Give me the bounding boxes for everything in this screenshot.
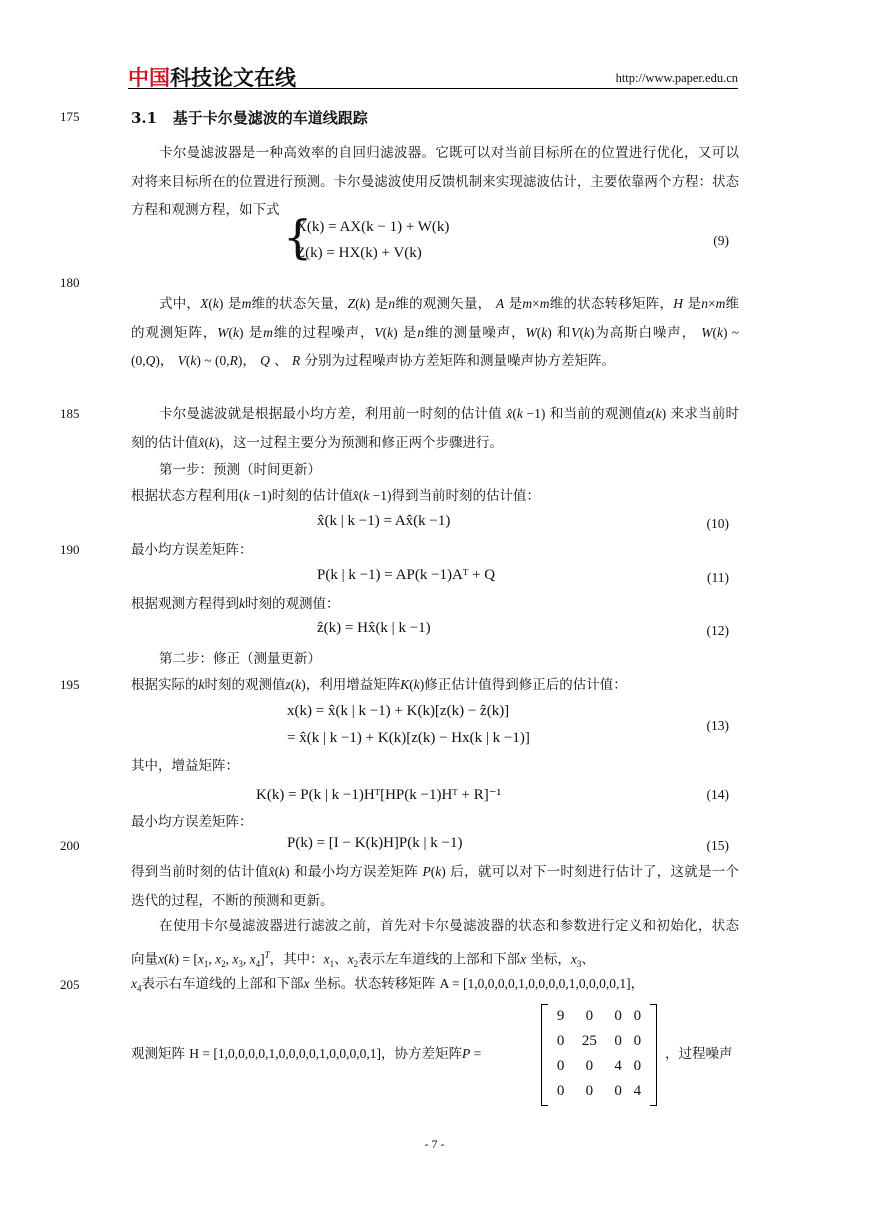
equation-10: x̂(k | k −1) = Ax̂(k −1) [317,513,451,529]
line-number: 185 [60,406,80,421]
equation-14: K(k) = P(k | k −1)Hᵀ[HP(k −1)Hᵀ + R]⁻¹ [256,787,502,803]
paragraph-observation-matrix: 观测矩阵 H = [1,0,0,0,0,1,0,0,0,0,1,0,0,0,0,1]，协方差矩阵P = [131,1046,482,1062]
header-rule [128,88,738,89]
paragraph-intro: 卡尔曼滤波器是一种高效率的自回归滤波器。它既可以对当前目标所在的位置进行优化，又可以对将来目标所在的位置进行预测。卡尔曼滤波使用反馈机制来实现滤波估计，主要依靠两个方程：状态方程和观测方程，如下式 [131,145,739,218]
paragraph-observe: 根据观测方程得到k时刻的观测值： [131,596,340,612]
mse-label: 最小均方误差矩阵： [131,814,253,830]
equation-number: (13) [706,718,729,733]
line-number: 205 [60,977,80,992]
process-noise-label: ，过程噪声 [665,1046,733,1062]
equation-13-line2: = x̂(k | k −1) + K(k)[z(k) − Hx(k | k −1)] [287,730,530,746]
equation-9-line1: X(k) = AX(k − 1) + W(k) [296,219,450,235]
page-number: - 7 - [424,1137,445,1151]
equation-number: (9) [713,233,729,248]
equation-brace: { [283,210,313,264]
equation-number: (10) [706,516,729,531]
equation-9-line2: Z(k) = HX(k) + V(k) [296,245,422,261]
paragraph-predict: 根据状态方程利用(k −1)时刻的估计值x̂(k −1)得到当前时刻的估计值： [131,488,540,504]
section-heading: 3.1 基于卡尔曼滤波的车道线跟踪 [131,109,368,127]
line-number: 180 [60,275,80,290]
line-number: 200 [60,838,80,853]
equation-12: ẑ(k) = Hx̂(k | k −1) [317,620,431,636]
paragraph-kalman: 卡尔曼滤波就是根据最小均方差，利用前一时刻的估计值 x̂(k −1) 和当前的观测值z(k) 来求当前时刻的估计值x̂(k)，这一过程主要分为预测和修正两个步骤进行。 [131,406,740,451]
paragraph-transition: $x_4$表示右车道线的上部和下部x 坐标。状态转移矩阵 A = [1,0,0,0,0,1,0,0,0,0,1,0,0,0,0,1]， [131,976,645,994]
equation-number: (14) [706,787,729,802]
header-url: http://www.paper.edu.cn [615,71,738,85]
step-one-heading: 第一步：预测（时间更新） [159,462,321,478]
line-number: 195 [60,677,80,692]
covariance-matrix-P: 9 0 0 0 0 25 0 0 0 0 4 0 0 0 0 4 [541,1004,657,1104]
equation-15: P(k) = [I − K(k)H]P(k | k −1) [287,835,463,851]
step-two-heading: 第二步：修正（测量更新） [159,651,321,667]
equation-number: (11) [707,570,729,585]
paragraph-init: 在使用卡尔曼滤波器进行滤波之前，首先对卡尔曼滤波器的状态和参数进行定义和初始化，状态向量$x(k) = [x_1$, $x_2$, $x_3$, $x_4]^T$，其中：$x_1$、$x_2$表示左车道线的上部和下部x 坐标，$x_3$、 [131,918,739,969]
equation-number: (15) [706,838,729,853]
equation-13-line1: x(k) = x̂(k | k −1) + K(k)[z(k) − ẑ(k)] [287,703,510,719]
site-logo: 中国科技论文在线 [128,66,296,90]
paragraph-variables: 式中，X(k) 是m维的状态矢量，Z(k) 是n维的观测矢量， A 是m×m维的状态转移矩阵，H 是n×m维的观测矩阵，W(k) 是m维的过程噪声，V(k) 是n维的测量噪声，W(k) 和V(k)为高斯白噪声， W(k) ~ (0,Q)， V(k) ~ (0,R)， Q 、 R 分别为过程噪声协方差矩阵和测量噪声协方差矩阵。 [131,296,740,369]
equation-11: P(k | k −1) = AP(k −1)Aᵀ + Q [317,567,496,583]
mse-label: 最小均方误差矩阵： [131,542,253,558]
paragraph-iteration: 得到当前时刻的估计值x̂(k) 和最小均方误差矩阵 P(k) 后，就可以对下一时刻进行估计了，这就是一个迭代的过程，不断的预测和更新。 [131,864,740,909]
line-number: 190 [60,542,80,557]
line-number: 175 [60,109,80,124]
equation-number: (12) [706,623,729,638]
gain-label: 其中，增益矩阵： [131,758,239,774]
paragraph-correct: 根据实际的k时刻的观测值z(k)，利用增益矩阵K(k)修正估计值得到修正后的估计值： [131,677,627,693]
